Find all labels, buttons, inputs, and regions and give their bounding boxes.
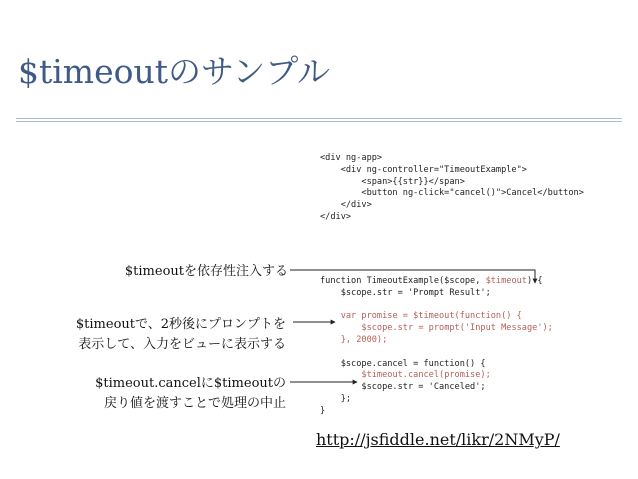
js-code-line — [320, 370, 553, 382]
js-code-line — [320, 276, 553, 288]
js-code-highlight: var promise = $timeout(function() { — [340, 311, 522, 322]
js-code-line — [320, 382, 553, 394]
js-code-line — [320, 406, 553, 418]
js-code-highlight: $timeout.cancel(promise); — [361, 370, 491, 381]
js-code-line — [320, 359, 553, 371]
annotation-cancel-line2: 戻り値を渡すことで処理の中止 — [103, 396, 286, 411]
js-code-text: $scope.str = 'Canceled'; — [320, 382, 486, 393]
js-code-text: } — [320, 405, 326, 416]
js-code-text: }; — [320, 393, 352, 404]
js-code-text — [320, 335, 341, 345]
slide-title: $timeoutのサンプル — [18, 52, 331, 91]
js-code-block — [320, 276, 553, 418]
js-code-text: $scope.str = 'Prompt Result'; — [320, 287, 491, 298]
js-code-text — [320, 311, 341, 321]
js-code-line — [320, 300, 553, 312]
html-code-line: </div> — [320, 200, 372, 211]
js-code-text: ) { — [526, 276, 543, 286]
js-code-highlight: }, 2000); — [340, 334, 388, 345]
annotation-timeout-line1: $timeoutで、2秒後にプロンプトを — [75, 317, 286, 332]
jsfiddle-link[interactable]: http://jsfiddle.net/likr/2NMyP/ — [316, 430, 560, 449]
js-code-line — [320, 335, 553, 347]
annotation-timeout-line2: 表示して、入力をビューに表示する — [78, 337, 286, 352]
annotation-inject — [125, 262, 288, 282]
html-code-line: <div ng-controller="TimeoutExample"> — [320, 164, 527, 175]
js-code-line — [320, 347, 553, 359]
js-code-highlight: $scope.str = prompt('Input Message'); — [361, 323, 553, 334]
html-code-line: </div> — [320, 211, 352, 222]
js-code-line — [320, 288, 553, 300]
js-code-line — [320, 394, 553, 406]
js-code-line — [320, 323, 553, 335]
js-code-line — [320, 311, 553, 323]
annotation-cancel-line1: $timeout.cancelに$timeoutの — [95, 376, 286, 391]
html-code-line: <span>{{str}}</span> — [320, 176, 465, 187]
js-code-text — [320, 370, 361, 380]
annotation-cancel — [95, 374, 286, 414]
title-rule-bottom — [16, 121, 622, 122]
html-code-line: <div ng-app> — [320, 153, 383, 163]
annotation-timeout — [76, 315, 286, 355]
js-code-text: function TimeoutExample($scope, — [320, 276, 486, 286]
title-rule-top — [16, 118, 622, 119]
js-code-text — [320, 323, 361, 333]
html-code-line: <button ng-click="cancel()">Cancel</button> — [320, 188, 584, 199]
html-code-block — [320, 153, 584, 224]
annotation-inject-text: $timeoutを依存性注入する — [124, 264, 288, 279]
js-code-highlight: $timeout — [485, 276, 527, 286]
js-code-text: $scope.cancel = function() { — [320, 358, 486, 369]
